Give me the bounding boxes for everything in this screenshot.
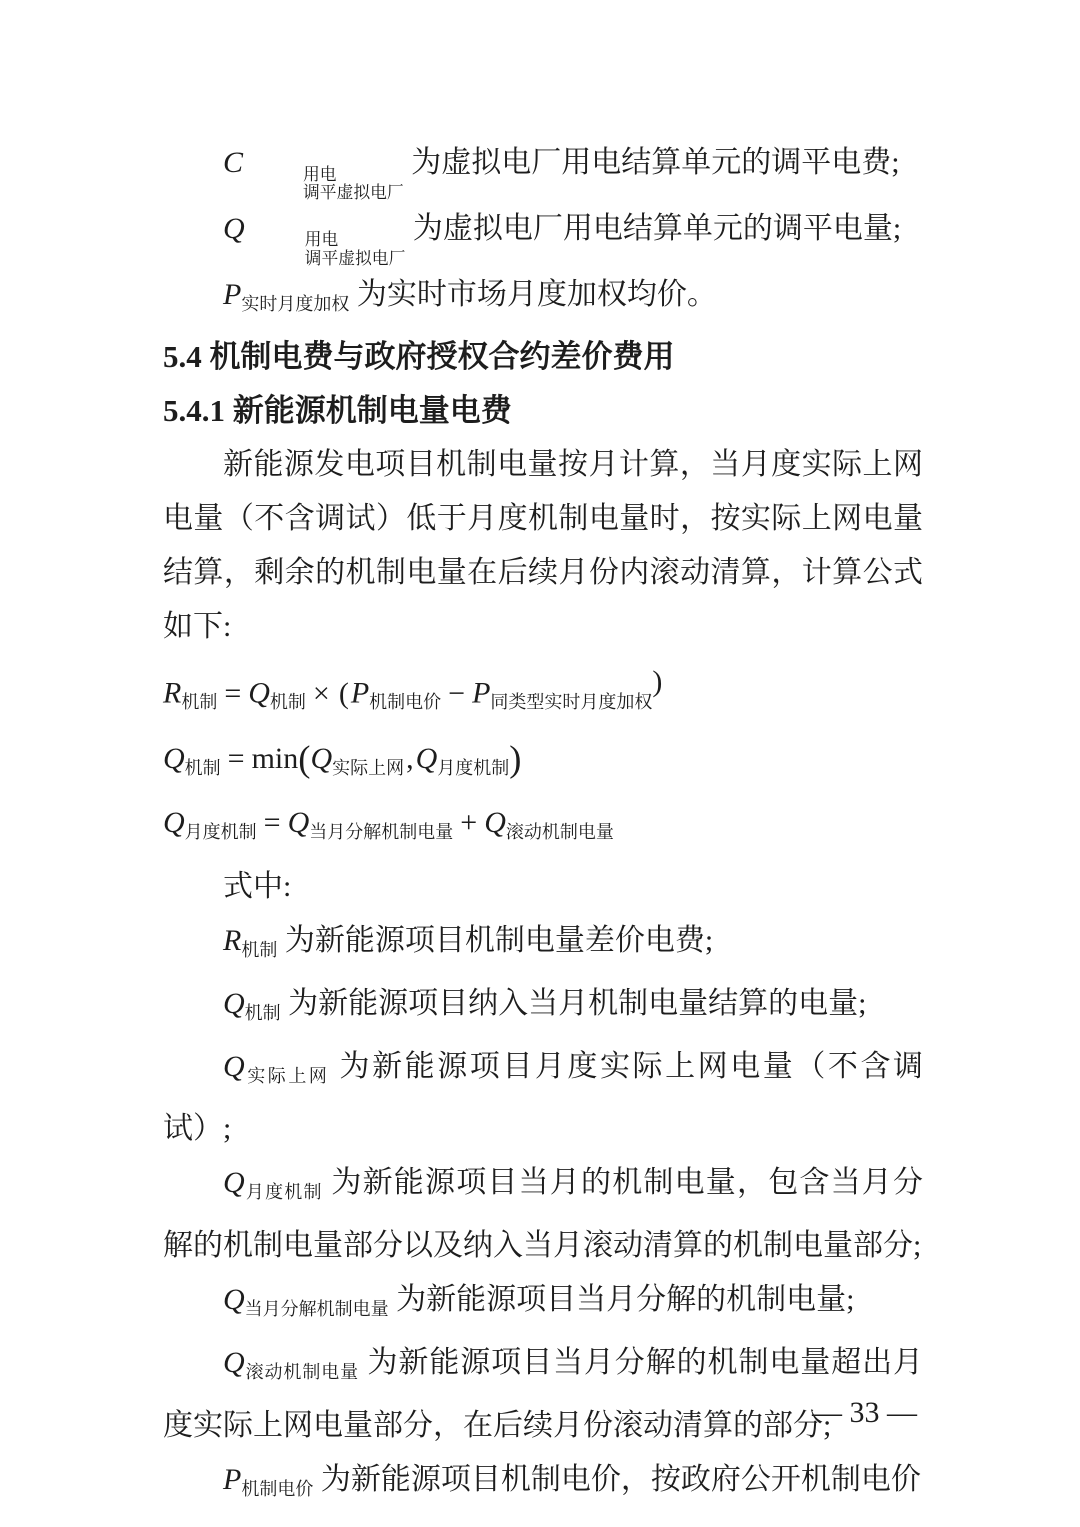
variable-supsub-q [245,231,406,267]
variable-symbol-q: Q [484,806,506,840]
definition-line-c-vpp [163,136,923,202]
variable-subscript: 机制 [181,692,218,713]
variable-symbol-q: Q [223,1166,245,1200]
definition-line-r-mechanism [163,914,923,977]
variable-superscript: 用电 [303,164,337,184]
variable-symbol-q: Q [163,741,185,775]
variable-subscript: 滚动机制电量 [244,1361,360,1382]
equals-operator: = [263,806,281,840]
variable-symbol-p: P [350,676,370,710]
variable-symbol-p: P [223,277,242,311]
variable-symbol-q: Q [287,806,310,840]
variable-supsub-c [243,166,404,202]
definition-text: 为新能源项目机制电价，按政府公开机制电价 [320,1462,921,1496]
variable-subscript: 调平虚拟电厂 [303,182,404,202]
definition-text: 为新能源项目当月分解的机制电量; [396,1283,855,1317]
page-number: — 33 — [812,1396,917,1429]
variable-subscript: 当月分解机制电量 [244,1298,389,1319]
equals-operator: = [227,741,245,775]
variable-symbol-r: R [223,924,242,958]
formula-mechanism-fee [163,654,923,730]
variable-subscript: 机制 [184,757,221,778]
definition-line-p-mechanism-price [163,1453,923,1516]
definition-line-q-monthly-mechanism [163,1156,923,1273]
variable-subscript: 机制电价 [241,1478,314,1499]
definition-text: 为虚拟电厂用电结算单元的调平电费; [411,146,900,179]
formula-monthly-mechanism-quantity [163,795,923,860]
body-paragraph: 新能源发电项目机制电量按月计算，当月度实际上网电量（不含调试）低于月度机制电量时，按实际上网电量结算，剩余的机制电量在后续月份内滚动清算，计算公式如下: [163,448,923,644]
definition-line-q-mechanism [163,977,923,1040]
variable-subscript: 同类型实时月度加权 [490,692,653,713]
definition-text: 为新能源项目当月的机制电量，包含当月分解的机制电量部分以及纳入当月滚动清算的机制电量部分; [163,1166,924,1263]
variable-symbol-q: Q [223,1283,245,1317]
heading-section-5-4-1: 5.4.1 新能源机制电量电费 [163,393,512,429]
variable-subscript: 机制电价 [369,692,442,713]
variable-symbol-q: Q [248,676,270,710]
where-label: 式中: [223,870,292,904]
variable-subscript: 机制 [244,1002,281,1023]
variable-symbol-c: C [223,146,244,179]
definition-text: 为新能源项目月度实际上网电量（不含调试）; [163,1049,924,1146]
variable-symbol-r: R [163,676,182,710]
variable-subscript: 调平虚拟电厂 [304,248,406,268]
open-paren: ( [338,676,349,710]
multiply-operator: × [312,676,330,710]
variable-subscript: 机制 [269,692,306,713]
minus-operator: − [448,676,466,710]
plus-operator: + [460,806,478,840]
definition-line-q-vpp [163,202,923,268]
definition-text: 为实时市场月度加权均价。 [356,277,717,311]
variable-symbol-q: Q [223,1345,245,1379]
open-paren: ( [298,737,311,779]
variable-subscript: 实际上网 [332,757,405,778]
definition-line-q-month-decomposed [163,1273,923,1336]
formula-settled-quantity [163,731,923,796]
variable-subscript: 实时月度加权 [241,293,350,314]
variable-subscript: 滚动机制电量 [505,822,614,843]
close-paren: ) [652,665,663,699]
variable-subscript: 当月分解机制电量 [309,822,454,843]
variable-subscript: 月度机制 [437,757,510,778]
variable-symbol-q: Q [163,806,185,840]
variable-symbol-q: Q [415,741,438,775]
variable-symbol-q: Q [223,211,245,245]
equals-operator: = [224,676,242,710]
definition-line-p-realtime [163,268,923,331]
min-function: min [251,741,299,775]
heading-section-5-4: 5.4 机制电费与政府授权合约差价费用 [163,339,675,375]
variable-symbol-p: P [472,676,491,710]
variable-symbol-q: Q [310,741,333,775]
definition-line-q-rolling-mechanism [163,1336,923,1453]
variable-symbol-q: Q [223,1049,245,1083]
definition-text: 为虚拟电厂用电结算单元的调平电量; [412,211,902,245]
close-paren: ) [509,737,522,779]
definition-text: 为新能源项目机制电量差价电费; [284,924,714,958]
variable-subscript: 实际上网 [244,1065,330,1086]
comma-separator: , [406,741,414,775]
variable-subscript: 月度机制 [184,822,257,843]
variable-symbol-q: Q [223,986,245,1020]
variable-superscript: 用电 [304,230,339,250]
variable-symbol-p: P [223,1462,242,1496]
definition-text: 为新能源项目纳入当月机制电量结算的电量; [288,986,867,1020]
variable-subscript: 月度机制 [244,1182,323,1203]
variable-subscript: 机制 [241,939,278,960]
definition-text: 为新能源项目当月分解的机制电量超出月度实际上网电量部分，在后续月份滚动清算的部分; [163,1345,924,1442]
definition-line-q-actual-grid [163,1040,923,1157]
